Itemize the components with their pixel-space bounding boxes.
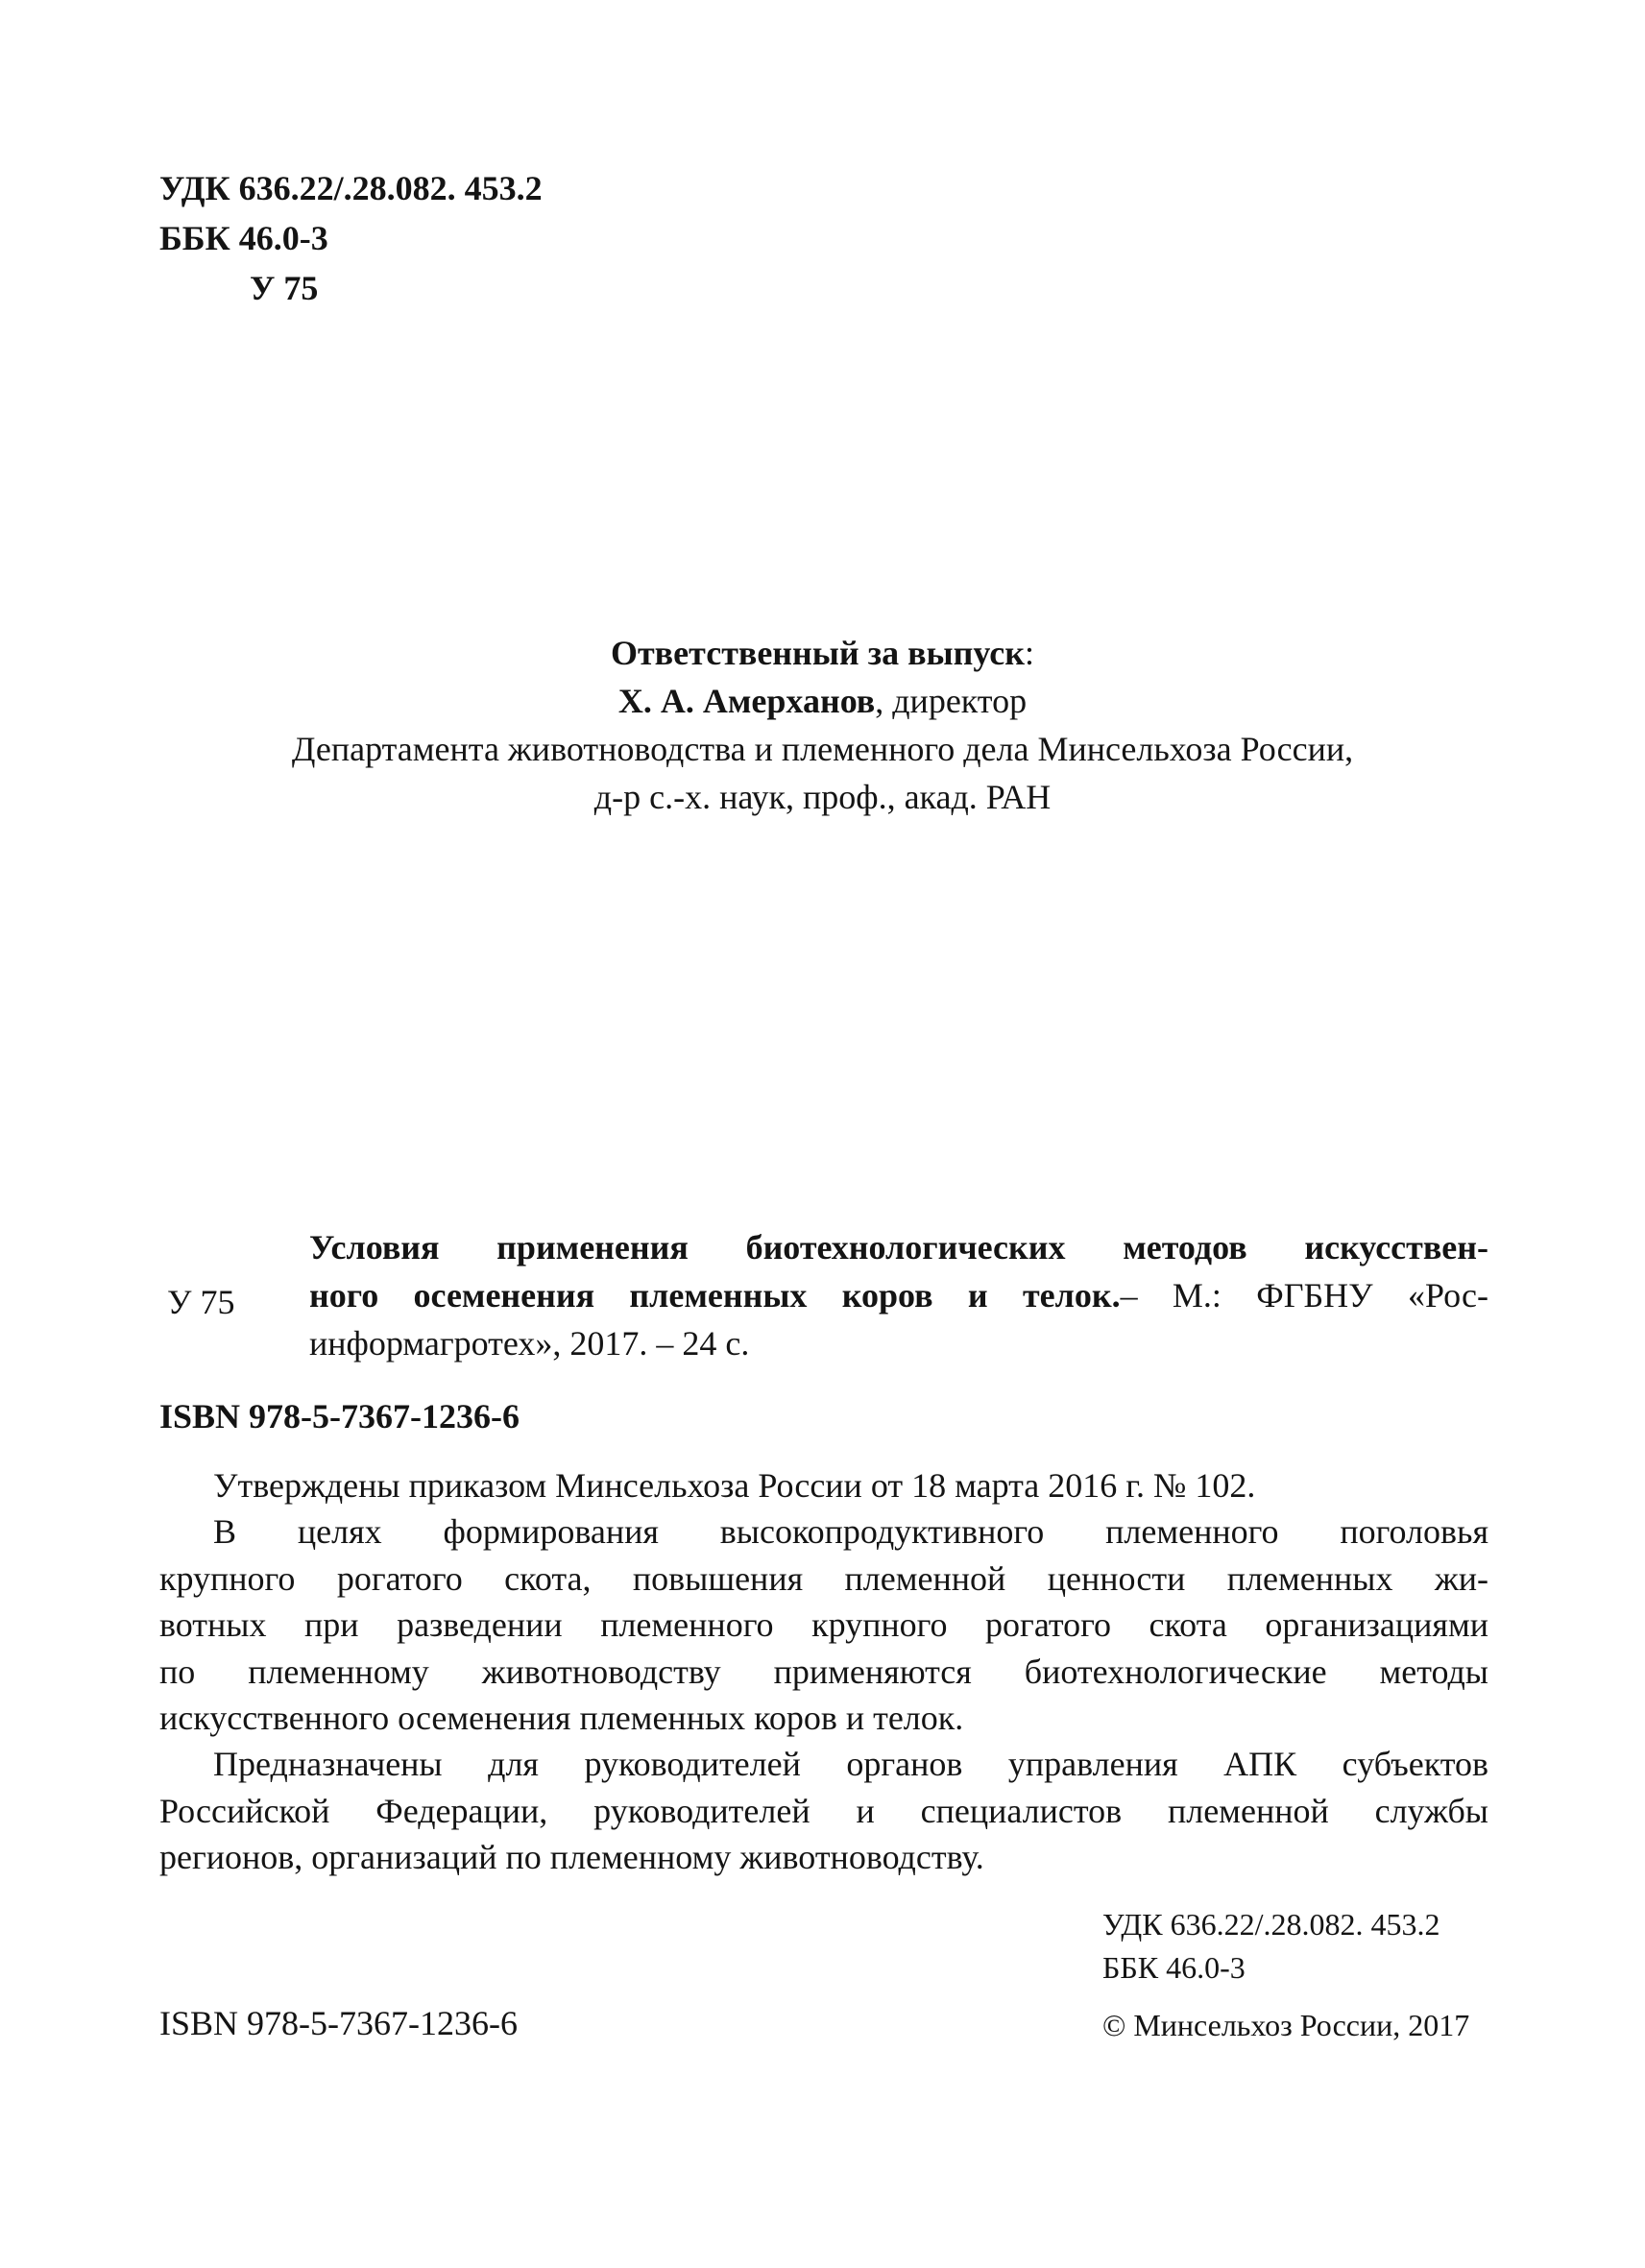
annotation-line: по племенному животноводству применяются биотехнологические методы (159, 1652, 1488, 1691)
annotation-line: искусственного осеменения племенных коров и телок. (159, 1699, 964, 1738)
bib-author-mark: У 75 (167, 1283, 235, 1321)
bib-publisher: – М.: ФГБНУ «Рос- (1120, 1276, 1488, 1315)
isbn-top: ISBN 978-5-7367-1236-6 (159, 1397, 520, 1436)
annotation-line: Российской Федерации, руководителей и специалистов племенной службы (159, 1791, 1488, 1830)
annotation-line: В целях формирования высокопродуктивного племенного поголовья (213, 1512, 1488, 1552)
responsible-name-line (154, 677, 1491, 725)
index-bottom (1102, 1903, 1439, 1990)
responsible-label-colon: : (1025, 634, 1035, 672)
bib-line-1: Условия применения биотехнологических методов искусствен- (309, 1228, 1488, 1267)
isbn-bottom: ISBN 978-5-7367-1236-6 (159, 2004, 518, 2042)
bbk-code: ББК 46.0-3 (159, 219, 328, 257)
responsible-label: Ответственный за выпуск (610, 634, 1025, 672)
annotation-line: крупного рогатого скота, повышения племенной ценности племенных жи- (159, 1558, 1488, 1598)
bib-line-2 (309, 1271, 1488, 1319)
responsible-department: Департамента животноводства и племенного дела Минсельхоза России, (291, 730, 1354, 768)
author-mark: У 75 (250, 269, 319, 307)
udk-code: УДК 636.22/.28.082. 453.2 (159, 169, 543, 207)
responsible-label-line (154, 629, 1491, 677)
responsible-degrees: д-р с.-х. наук, проф., акад. РАН (593, 778, 1052, 816)
annotation-approval: Утверждены приказом Минсельхоза России от 18 марта 2016 г. № 102. (213, 1466, 1256, 1505)
classification-codes (159, 163, 543, 313)
bib-title-end: ного осеменения племенных коров и телок. (309, 1276, 1121, 1315)
annotation-line: вотных при разведении племенного крупного рогатого скота организациями (159, 1605, 1488, 1645)
responsible-block (154, 629, 1491, 821)
bib-line-3: информагротех», 2017. – 24 с. (309, 1324, 750, 1363)
annotation-line: Предназначены для руководителей органов управления АПК субъектов (213, 1745, 1488, 1784)
responsible-position: , директор (875, 682, 1028, 720)
responsible-name: Х. А. Амерханов (617, 682, 876, 720)
annotation-line: регионов, организаций по племенному животноводству. (159, 1838, 984, 1877)
udk-code-bottom: УДК 636.22/.28.082. 453.2 (1102, 1907, 1440, 1942)
annotation (159, 1462, 1488, 1881)
bbk-code-bottom: ББК 46.0-3 (1102, 1950, 1246, 1985)
copyright: © Минсельхоз России, 2017 (1102, 2008, 1470, 2042)
bibliographic-description (309, 1223, 1488, 1367)
